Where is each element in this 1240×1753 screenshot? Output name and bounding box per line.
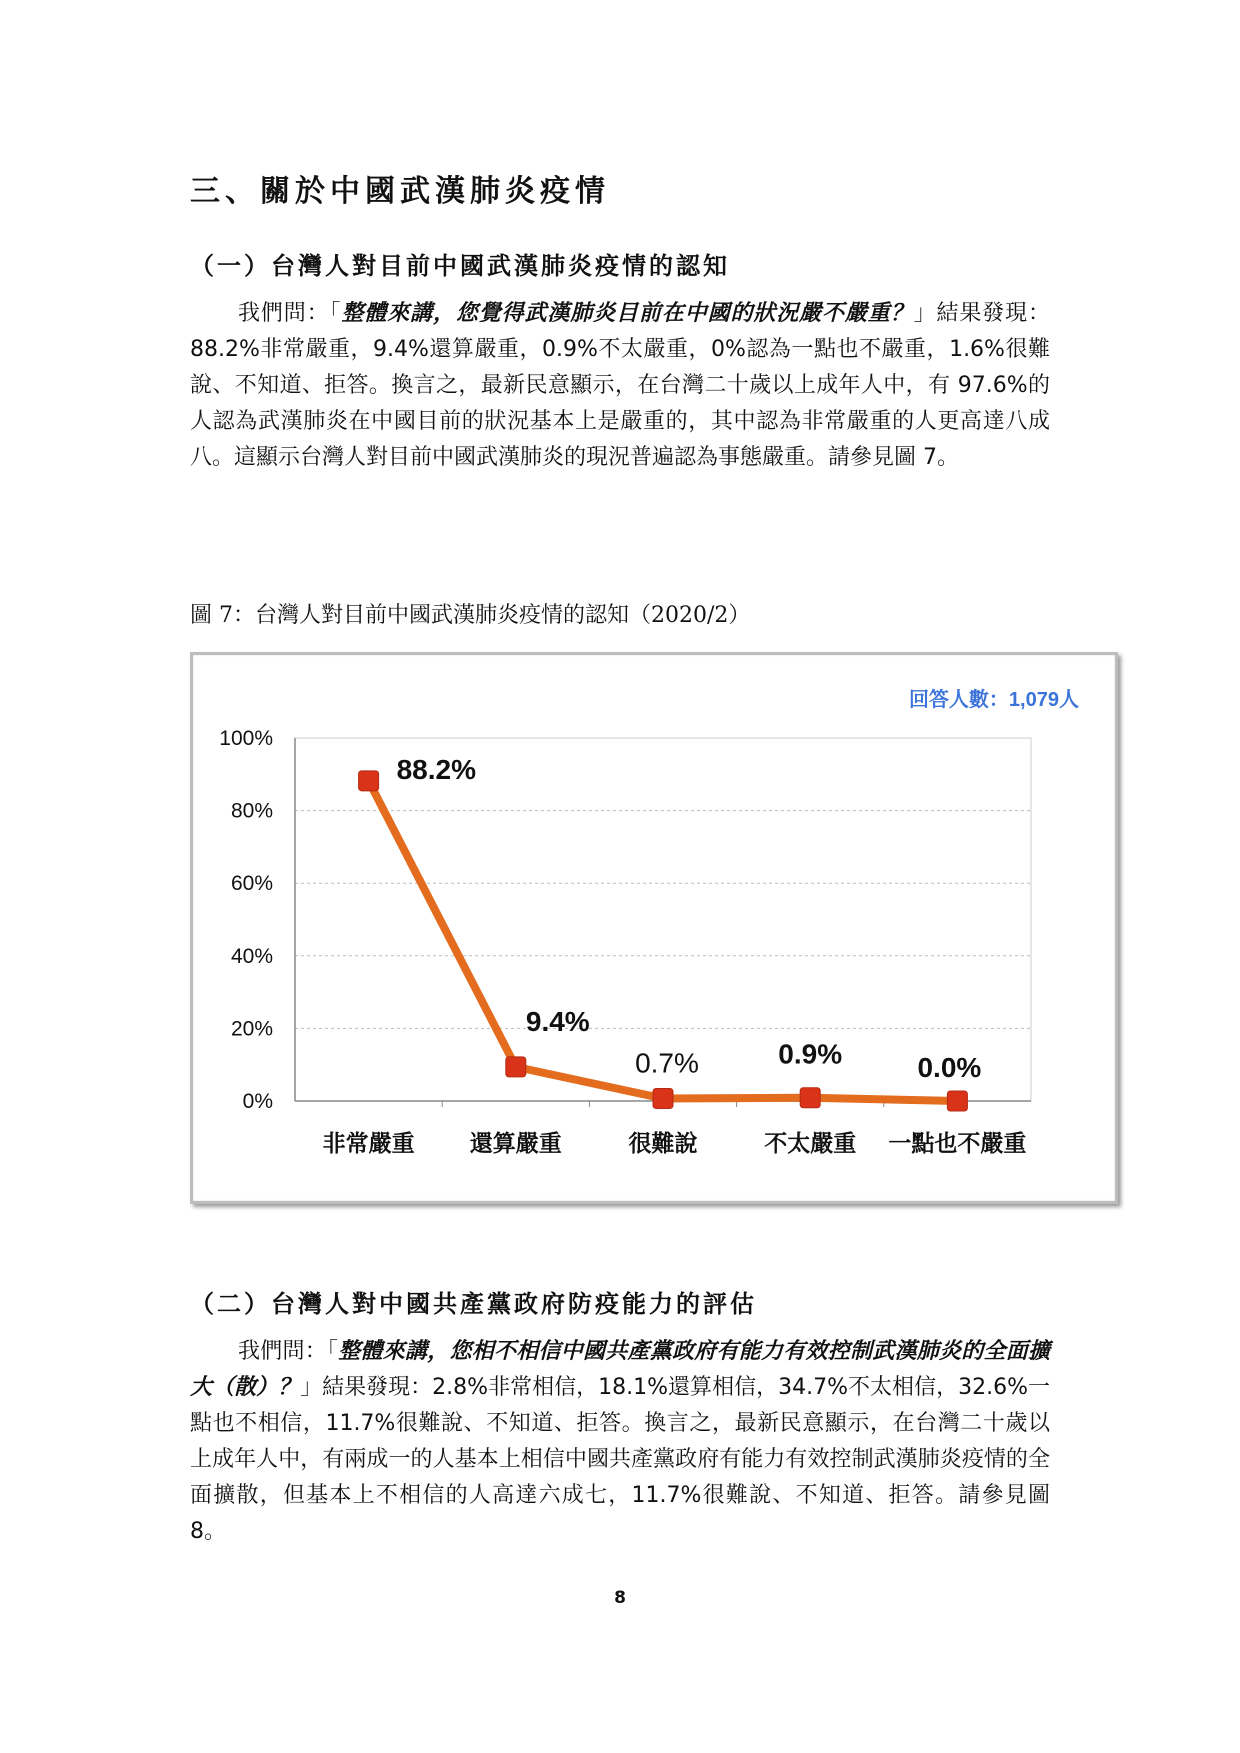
- survey-question-1: 整體來講，您覺得武漢肺炎目前在中國的狀況嚴不嚴重？: [341, 301, 914, 326]
- chart-frame: [190, 652, 1118, 1204]
- survey-question-2: 整體來講，您相不相信中國共產黨政府有能力有效控制武漢肺炎的全面擴大（散）？: [190, 1339, 1050, 1400]
- line-chart: [193, 655, 1115, 1201]
- figure-caption: 圖 7：台灣人對目前中國武漢肺炎疫情的認知（2020/2）: [190, 603, 751, 628]
- category-label: 很難說: [628, 1131, 698, 1157]
- category-label: 不太嚴重: [764, 1131, 857, 1157]
- paragraph-2-body: 」結果發現：2.8%非常相信，18.1%還算相信，34.7%不太相信，32.6%一點也不相信，11.7%很難說、不知道、拒答。換言之，最新民意顯示，在台灣二十歲以上成年人中，有兩成一的人基本上相信中國共產黨政府有能力有效控制武漢肺炎疫情的全面擴散，但基本上不相信的人高達六成七，11.7%很難說、不知道、拒答。請參見圖 8。: [190, 1375, 1050, 1544]
- paragraph-1-intro: 我們問：「: [238, 301, 342, 326]
- page-number: 8: [614, 1588, 626, 1608]
- category-label: 一點也不嚴重: [888, 1131, 1027, 1157]
- paragraph-2-intro: 我們問：「: [238, 1339, 339, 1364]
- data-point: [800, 1088, 820, 1108]
- paragraph-2: [190, 1334, 1050, 1550]
- y-tick-label: 40%: [230, 944, 273, 968]
- y-tick-label: 60%: [230, 872, 273, 896]
- paragraph-1: [190, 296, 1050, 476]
- y-tick-label: 80%: [230, 799, 273, 823]
- respondent-count: 回答人數：1,079人: [908, 689, 1079, 711]
- data-point: [947, 1091, 967, 1111]
- y-tick-label: 100%: [219, 727, 273, 750]
- category-label: 非常嚴重: [322, 1131, 415, 1157]
- data-point: [653, 1088, 673, 1108]
- paragraph-1-body: 」結果發現：88.2%非常嚴重，9.4%還算嚴重，0.9%不太嚴重，0%認為一點也不嚴重，1.6%很難說、不知道、拒答。換言之，最新民意顯示，在台灣二十歲以上成年人中，有 97.6%的人認為武漢肺炎在中國目前的狀況基本上是嚴重的，其中認為非常嚴重的人更高達八成八。這顯示台灣人對目前中國武漢肺炎的現況普遍認為事態嚴重。請參見圖 7。: [190, 301, 1050, 470]
- data-label: 0.0%: [917, 1052, 982, 1083]
- data-label: 0.7%: [635, 1047, 699, 1079]
- data-label: 88.2%: [396, 753, 477, 785]
- y-tick-label: 20%: [230, 1017, 273, 1041]
- category-label: 還算嚴重: [469, 1131, 562, 1157]
- subsection-2-heading: （二）台灣人對中國共產黨政府防疫能力的評估: [190, 1289, 757, 1318]
- data-point: [506, 1057, 526, 1077]
- section-title: 三、關於中國武漢肺炎疫情: [190, 174, 610, 209]
- data-point: [359, 771, 379, 791]
- subsection-1-heading: （一）台灣人對目前中國武漢肺炎疫情的認知: [190, 251, 730, 280]
- data-label: 9.4%: [525, 1005, 590, 1037]
- y-tick-label: 0%: [242, 1090, 273, 1113]
- data-label: 0.9%: [778, 1038, 843, 1070]
